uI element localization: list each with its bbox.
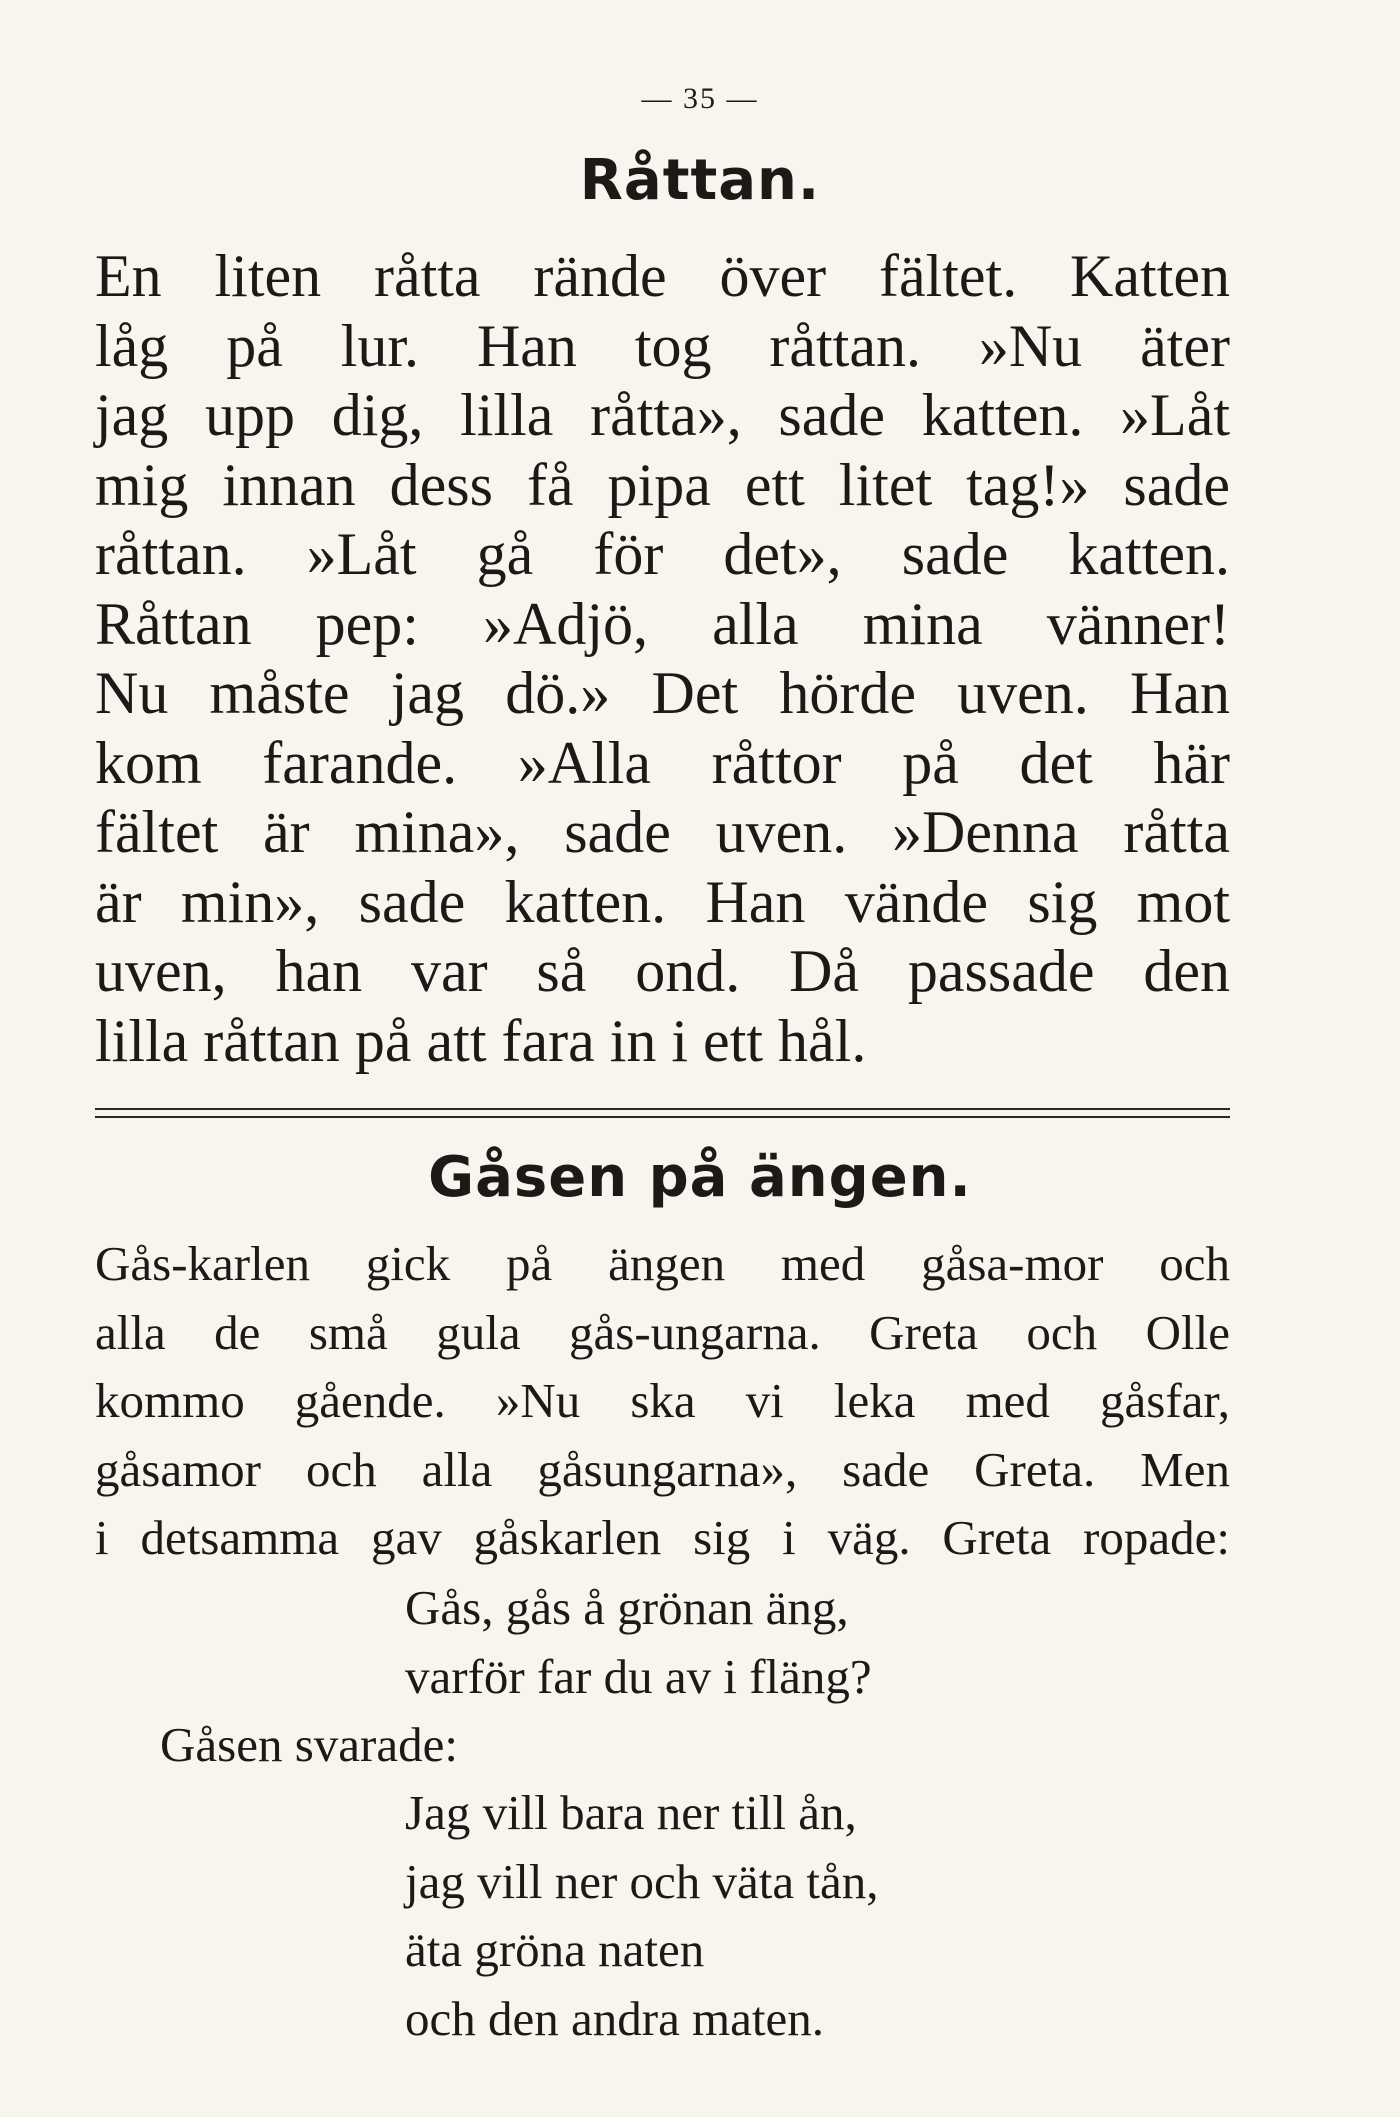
section-divider (95, 1108, 1230, 1118)
text-line: kommo gående. »Nu ska vi leka med gåsfar, (95, 1373, 1230, 1428)
verse-line: äta gröna naten (405, 1922, 705, 1977)
text-line: jag upp dig, lilla råtta», sade katten. »Låt (95, 382, 1230, 448)
verse-line: Jag vill bara ner till ån, (405, 1785, 857, 1840)
text-line: i detsamma gav gåskarlen sig i väg. Greta ropade: (95, 1510, 1230, 1565)
text-line: är min», sade katten. Han vände sig mot (95, 868, 1230, 935)
text-line: låg på lur. Han tog råttan. »Nu äter (95, 312, 1230, 379)
text-line: fältet är mina», sade uven. »Denna råtta (95, 799, 1230, 865)
verse-gasen (405, 1779, 879, 2053)
verse-line: och den andra maten. (405, 1990, 825, 2046)
text-line: Råttan pep: »Adjö, alla mina vänner! (95, 590, 1230, 657)
text-line: alla de små gula gås-ungarna. Greta och Olle (95, 1304, 1230, 1360)
text-line: Nu måste jag dö.» Det hörde uven. Han (95, 660, 1230, 726)
text-line: gåsamor och alla gåsungarna», sade Greta. Men (95, 1441, 1230, 1497)
page-number: — 35 — (641, 82, 759, 115)
verse-greta (405, 1574, 872, 1711)
text-line: uven, han var så ond. Då passade den (95, 938, 1230, 1004)
verse-line: varför far du av i fläng? (405, 1648, 872, 1704)
story-body-rattan (95, 242, 1230, 1076)
narration-line: Gåsen svarade: (160, 1717, 458, 1772)
story-body-gasen (95, 1230, 1230, 1573)
text-line: En liten råtta rände över fältet. Katten (95, 243, 1230, 309)
verse-line: Gås, gås å grönan äng, (405, 1580, 849, 1635)
text-line: mig innan dess få pipa ett litet tag!» sade (95, 451, 1230, 518)
text-line: råttan. »Låt gå för det», sade katten. (95, 521, 1230, 587)
text-line: lilla råttan på att fara in i ett hål. (95, 1007, 867, 1074)
text-line: Gås-karlen gick på ängen med gåsa-mor och (95, 1236, 1230, 1291)
text-line: kom farande. »Alla råttor på det här (95, 729, 1230, 796)
verse-line: jag vill ner och väta tån, (405, 1853, 879, 1909)
story-title-gasen: Gåsen på ängen. (428, 1145, 972, 1210)
story-title-rattan: Råttan. (579, 148, 821, 213)
